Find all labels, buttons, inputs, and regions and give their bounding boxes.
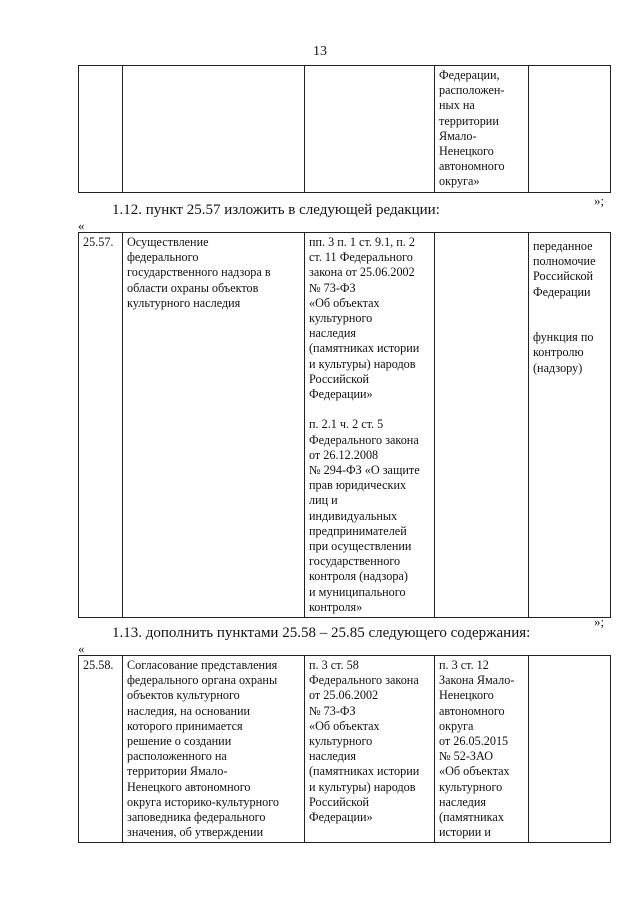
table-item-25-58 [78,655,611,843]
table-row [79,233,611,618]
table-cell-federal-basis [305,66,435,193]
table-continuation [78,65,611,193]
table-cell-number: 25.58. [79,656,123,843]
table-cell-regional-basis [435,233,529,618]
page-number: 13 [313,44,327,59]
table-cell-federal-basis: п. 3 ст. 58 Федерального закона от 25.06.2002 № 73-ФЗ «Об объектах культурного наследия (памятниках истории и культуры) народов Российской Федерации» [305,656,435,843]
amendment-heading-1-12: 1.12. пункт 25.57 изложить в следующей редакции: [112,202,440,218]
table-cell-number: 25.57. [79,233,123,618]
table-cell-description: Согласование представления федерального органа охраны объектов культурного наследия, на основании которого принимается решение о создании расположенного на территории Ямало- Ненецкого автономного округа историко-культурного заповедника федерального значения, об утверждении [123,656,305,843]
table-cell-regional-basis: Федерации, расположен- ных на территории Ямало- Ненецкого автономного округа» [435,66,529,193]
table-cell-note [529,656,611,843]
table-cell-federal-basis: пп. 3 п. 1 ст. 9.1, п. 2 ст. 11 Федерального закона от 25.06.2002 № 73-ФЗ «Об объектах культурного наследия (памятниках истории и культуры) народов Российской Федерации» п. 2.1 ч. 2 ст. 5 Федерального закона от 26.12.2008 № 294-ФЗ «О защите прав юридических лиц и индивидуальных предпринимателей при осуществлении государственного контроля (надзора) и муниципального контроля» [305,233,435,618]
table-row [79,656,611,843]
table-cell-note [529,66,611,193]
table-cell-note: переданное полномочие Российской Федерации функция по контролю (надзору) [529,233,611,618]
amendment-heading-1-13: 1.13. дополнить пунктами 25.58 – 25.85 следующего содержания: [112,625,531,641]
table-row [79,66,611,193]
table-cell-regional-basis: п. 3 ст. 12 Закона Ямало- Ненецкого автономного округа от 26.05.2015 № 52-ЗАО «Об объектах культурного наследия (памятниках истории и [435,656,529,843]
table-cell-description [123,66,305,193]
table-cell-description: Осуществление федерального государственного надзора в области охраны объектов культурного наследия [123,233,305,618]
table-cell-number [79,66,123,193]
closing-quote-mark: »; [594,193,605,208]
table-item-25-57 [78,232,611,618]
opening-quote-mark: « [78,218,85,233]
opening-quote-mark: « [78,641,85,656]
closing-quote-mark: »; [594,614,605,629]
